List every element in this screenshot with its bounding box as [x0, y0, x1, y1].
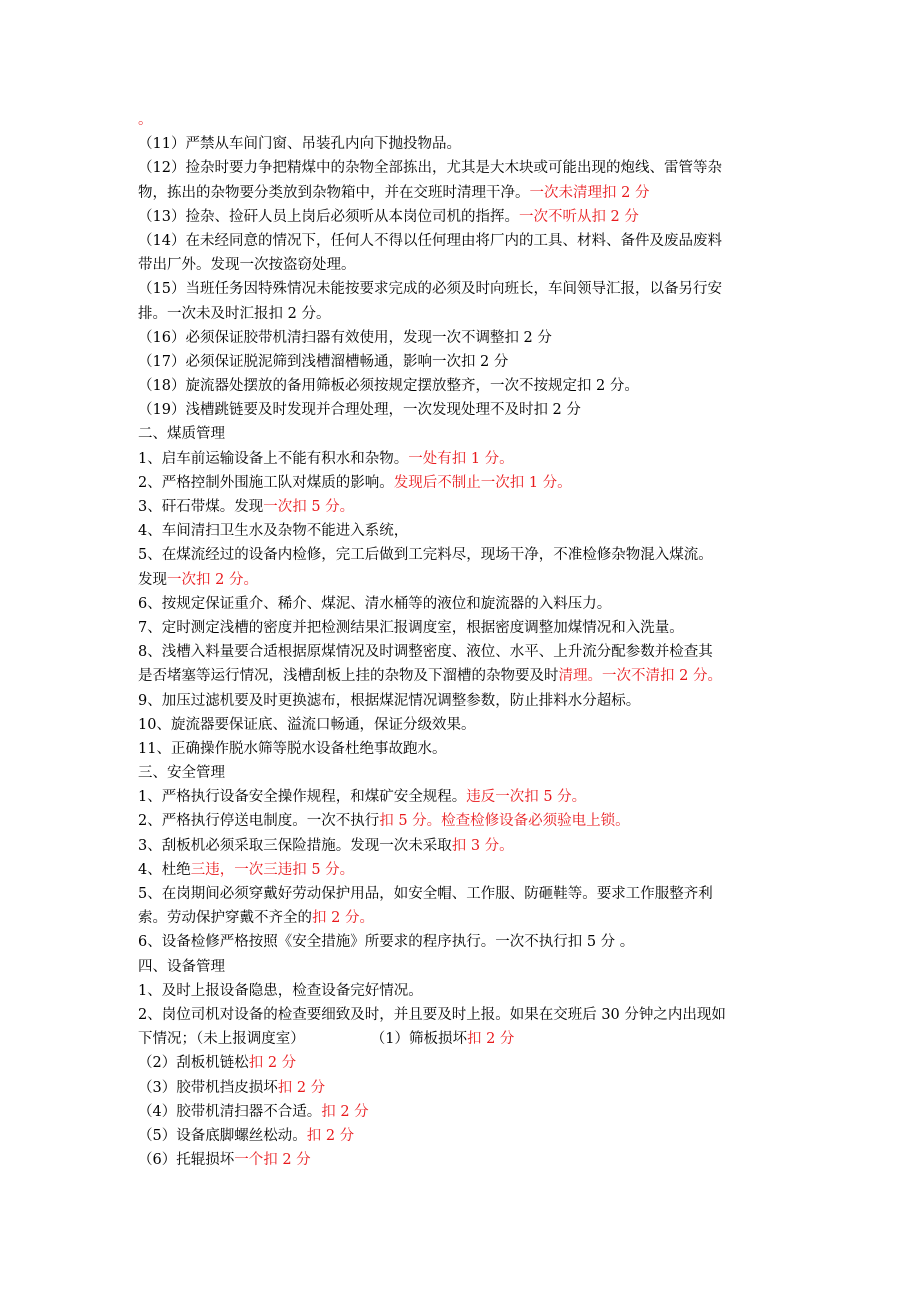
text-line [138, 519, 798, 543]
line-text: （6）托辊损坏 [138, 1152, 235, 1169]
penalty-text: 一个扣 2 分 [234, 1152, 311, 1169]
penalty-text: 一次不听从扣 2 分 [518, 208, 639, 225]
text-line [138, 495, 798, 519]
line-text: 4、车间清扫卫生水及杂物不能进入系统， [138, 523, 409, 540]
line-text: （2）刮板机链松 [138, 1055, 249, 1072]
text-line [138, 1124, 798, 1148]
text-line [138, 350, 798, 374]
penalty-text: 一次未清理扣 2 分 [529, 184, 650, 201]
line-text: 6、按规定保证重介、稀介、煤泥、清水桶等的液位和旋流器的入料压力。 [138, 595, 612, 612]
line-text: （3）胶带机挡皮损坏 [138, 1079, 278, 1096]
line-text: 1、启车前运输设备上不能有积水和杂物。 [138, 450, 409, 467]
text-line [138, 1027, 798, 1051]
penalty-text: 。 [138, 112, 153, 128]
penalty-text: 清理。一次不清扣 2 分。 [558, 668, 722, 685]
line-text: 11、正确操作脱水筛等脱水设备杜绝事故跑水。 [138, 740, 447, 757]
text-line [138, 543, 798, 567]
line-text: （19）浅槽跳链要及时发现并合理处理，一次发现处理不及时扣 2 分 [138, 402, 581, 419]
document-page [138, 108, 798, 1172]
text-line [138, 979, 798, 1003]
text-line [138, 447, 798, 471]
text-line [138, 664, 798, 688]
text-line [138, 785, 798, 809]
penalty-text: 扣 2 分 [321, 1103, 369, 1120]
text-line [138, 229, 798, 253]
text-line [138, 108, 798, 132]
text-line [138, 326, 798, 350]
text-line [138, 1100, 798, 1124]
text-line [138, 422, 798, 446]
penalty-text: 扣 2 分 [306, 1127, 355, 1144]
line-text: 10、旋流器要保证底、溢流口畅通，保证分级效果。 [138, 716, 476, 733]
line-text: 8、浅槽入料量要合适根据原煤情况及时调整密度、液位、水平、上升流分配参数并检查其 [138, 644, 713, 661]
line-text: 5、在岗期间必须穿戴好劳动保护用品，如安全帽、工作服、防砸鞋等。要求工作服整齐利 [138, 886, 713, 902]
line-text: （11）严禁从车间门窗、吊装孔内向下抛投物品。 [138, 136, 461, 153]
line-text: 5、在煤流经过的设备内检修，完工后做到工完料尽，现场干净，不准检修杂物混入煤流。 [138, 547, 713, 564]
penalty-text: 发现后不制止一次扣 1 分。 [393, 474, 572, 491]
penalty-text: 扣 2 分。 [312, 910, 374, 927]
line-text: 下情况；（未上报调度室） [138, 1031, 305, 1048]
penalty-text: 扣 2 分 [466, 1031, 515, 1048]
line-text: （15）当班任务因特殊情况未能按要求完成的必须及时向班长，车间领导汇报，以备另行安 [138, 281, 722, 298]
text-line [138, 737, 798, 761]
text-line [138, 616, 798, 640]
text-line [138, 1003, 798, 1027]
penalty-text: 扣 5 分。检查检修设备必须验电上锁。 [379, 813, 630, 830]
line-text: 2、严格控制外围施工队对煤质的影响。 [138, 474, 394, 491]
line-text: （4）胶带机清扫器不合适。 [138, 1103, 322, 1120]
line-text: 3、刮板机必须采取三保险措施。发现一次未采取 [138, 837, 452, 854]
line-text: 排。一次未及时汇报扣 2 分。 [138, 305, 331, 322]
line-text: 三、安全管理 [138, 765, 225, 782]
penalty-text: 一次扣 2 分。 [167, 571, 258, 588]
penalty-text: 扣 3 分。 [451, 837, 514, 854]
text-line [138, 1148, 798, 1172]
line-text: 带出厂外。发现一次按盗窃处理。 [138, 257, 356, 274]
line-text: 是否堵塞等运行情况，浅槽刮板上挂的杂物及下溜槽的杂物要及时 [138, 668, 559, 685]
line-text: 7、定时测定浅槽的密度并把检测结果汇报调度室，根据密度调整加煤情况和入洗量。 [138, 619, 684, 636]
text-line [138, 955, 798, 979]
text-line [138, 882, 798, 906]
line-text: 3、矸石带煤。发现 [138, 499, 264, 515]
line-text: （12）捡杂时要力争把精煤中的杂物全部拣出，尤其是大木块或可能出现的炮线、雷管等杂 [138, 160, 722, 177]
penalty-text: 三违，一次三违扣 5 分。 [190, 861, 355, 878]
text-line [138, 1076, 798, 1100]
text-line [138, 713, 798, 737]
line-text: 6、设备检修严格按照《安全措施》所要求的程序执行。一次不执行扣 5 分 。 [138, 934, 635, 951]
line-text: 9、加压过滤机要及时更换滤布，根据煤泥情况调整参数，防止排料水分超标。 [138, 692, 641, 709]
text-line [138, 906, 798, 930]
penalty-text: 一次扣 5 分。 [263, 499, 355, 515]
penalty-text: 扣 2 分 [277, 1079, 326, 1096]
text-line [138, 277, 798, 301]
text-line [138, 302, 798, 326]
line-text: 发现 [138, 571, 167, 588]
text-line [138, 1051, 798, 1075]
text-line [138, 761, 798, 785]
line-text: 二、煤质管理 [138, 426, 225, 443]
text-line [138, 568, 798, 592]
line-text: （1）筛板损坏 [370, 1031, 467, 1048]
text-line [138, 205, 798, 229]
text-line [138, 930, 798, 954]
line-text: 1、及时上报设备隐患，检查设备完好情况。 [138, 982, 423, 999]
text-line [138, 132, 798, 156]
line-text: （14）在未经同意的情况下，任何人不得以任何理由将厂内的工具、材料、备件及废品废料 [138, 232, 722, 249]
line-text: 2、严格执行停送电制度。一次不执行 [138, 813, 380, 830]
line-text: 索。劳动保护穿戴不齐全的 [138, 910, 312, 927]
line-text: （16）必须保证胶带机清扫器有效使用，发现一次不调整扣 2 分 [138, 329, 552, 346]
text-line [138, 809, 798, 833]
penalty-text: 违反一次扣 5 分。 [466, 789, 587, 806]
text-line [138, 253, 798, 277]
line-text: 2、岗位司机对设备的检查要细致及时，并且要及时上报。如果在交班后 30 分钟之内出现如 [138, 1006, 726, 1023]
text-line [138, 374, 798, 398]
line-text: （18）旋流器处摆放的备用筛板必须按规定摆放整齐，一次不按规定扣 2 分。 [138, 378, 639, 395]
line-text: 4、杜绝 [138, 861, 191, 878]
line-text: （17）必须保证脱泥筛到浅槽溜槽畅通，影响一次扣 2 分 [138, 353, 509, 370]
text-line [138, 592, 798, 616]
penalty-text: 一处有扣 1 分。 [408, 450, 514, 467]
text-line [138, 398, 798, 422]
line-text: 1、严格执行设备安全操作规程，和煤矿安全规程。 [138, 789, 467, 806]
text-line [138, 156, 798, 180]
penalty-text: 扣 2 分 [248, 1055, 297, 1072]
text-line [138, 858, 798, 882]
line-text: （5）设备底脚螺丝松动。 [138, 1127, 307, 1144]
line-text: 物，拣出的杂物要分类放到杂物箱中，并在交班时清理干净。 [138, 184, 530, 201]
text-line [138, 640, 798, 664]
text-line [138, 834, 798, 858]
text-line [138, 689, 798, 713]
line-text: 四、设备管理 [138, 958, 225, 975]
line-text: （13）捡杂、捡矸人员上岗后必须听从本岗位司机的指挥。 [138, 208, 519, 225]
text-line [138, 471, 798, 495]
text-line [138, 181, 798, 205]
